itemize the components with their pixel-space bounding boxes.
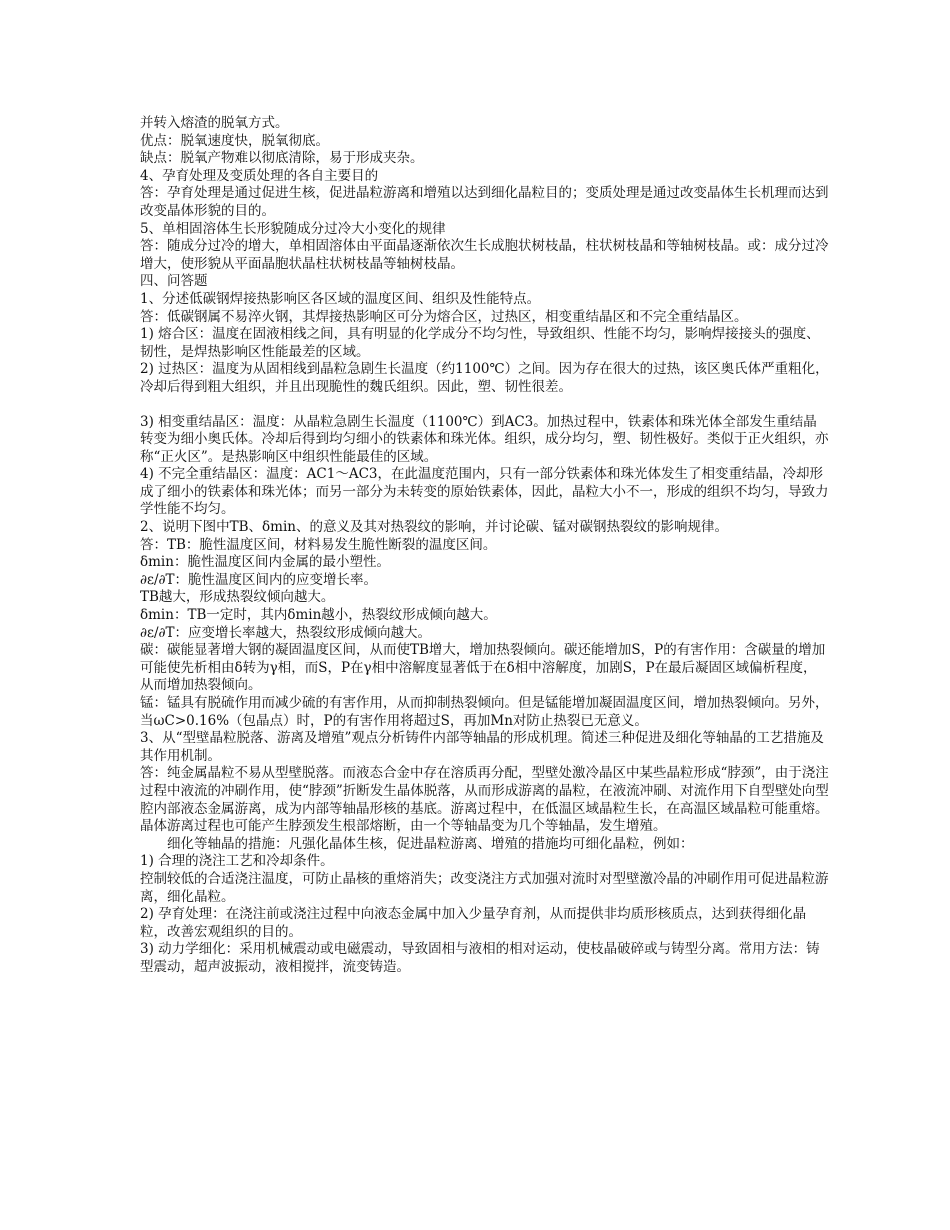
paragraph: TB越大，形成热裂纹倾向越大。 (140, 589, 335, 606)
paragraph: δmin：TB一定时，其内δmin越小，热裂纹形成倾向越大。 (140, 607, 497, 624)
paragraph: 3) 相变重结晶区：温度：从晶粒急剧生长温度（1100℃）到AC3。加热过程中，铁素体和珠光体全部发生重结晶转变为细小奥氏体。冷却后得到均匀细小的铁素体和珠光体。组织，成分均匀，塑、韧性极好。类似于正火组织，亦称“正火区”。是热影响区中组织性能最佳的区域。 (140, 413, 829, 465)
paragraph: 答：低碳钢属不易淬火钢，其焊接热影响区可分为熔合区，过热区，相变重结晶区和不完全重结晶区。 (140, 308, 748, 325)
blank-line (140, 397, 830, 414)
question-heading: 1、分述低碳钢焊接热影响区各区域的温度区间、组织及性能特点。 (140, 290, 541, 307)
paragraph: 2) 过热区：温度为从固相线到晶粒急剧生长温度（约1100℃）之间。因为存在很大的过热，该区奥氏体严重粗化，冷却后得到粗大组织，并且出现脆性的魏氏组织。因此，塑、韧性很差。 (140, 361, 829, 395)
paragraph: 1) 熔合区：温度在固液相线之间，具有明显的化学成分不均匀性，导致组织、性能不均匀，影响焊接接头的强度、韧性，是焊热影响区性能最差的区域。 (140, 326, 820, 360)
section-heading: 5、单相固溶体生长形貌随成分过冷大小变化的规律 (140, 220, 446, 237)
paragraph: δmin：脆性温度区间内金属的最小塑性。 (140, 554, 390, 571)
paragraph: 4) 不完全重结晶区：温度：AC1～AC3，在此温度范围内，只有一部分铁素体和珠光体发生了相变重结晶，冷却形成了细小的铁素体和珠光体；而另一部分为未转变的原始铁素体，因此，晶粒大小不一，形成的组织不均匀，导致力学性能不均匀。 (140, 466, 829, 518)
section-heading: 四、问答题 (140, 273, 208, 290)
paragraph: 控制较低的合适浇注温度，可防止晶核的重熔消失；改变浇注方式加强对流时对型壁激冷晶的冲刷作用可促进晶粒游离，细化晶粒。 (140, 870, 829, 905)
paragraph: 2) 孕育处理：在浇注前或浇注过程中向液态金属中加入少量孕育剂，从而提供非均质形核质点，达到获得细化晶粒，改善宏观组织的目的。 (140, 906, 807, 940)
paragraph: 并转入熔渣的脱氧方式。 (140, 115, 289, 131)
section-heading: 4、孕育处理及变质处理的各自主要目的 (140, 167, 379, 184)
question-heading: 2、说明下图中TB、δmin、的意义及其对热裂纹的影响，并讨论碳、锰对碳钢热裂纹的影响规律。 (140, 519, 728, 536)
document-page (140, 115, 830, 977)
paragraph: 优点：脱氧速度快，脱氧彻底。 (140, 132, 329, 149)
paragraph: ∂ε/∂T：脆性温度区间内的应变增长率。 (140, 571, 378, 588)
paragraph: 答：孕育处理是通过促进生核，促进晶粒游离和增殖以达到细化晶粒目的；变质处理是通过改变晶体生长机理而达到改变晶体形貌的目的。 (140, 185, 829, 219)
paragraph: 缺点：脱氧产物难以彻底清除，易于形成夹杂。 (140, 150, 424, 167)
paragraph: 答：随成分过冷的增大，单相固溶体由平面晶逐渐依次生长成胞状树枝晶，柱状树枝晶和等轴树枝晶。或：成分过冷增大，使形貌从平面晶胞状晶柱状树枝晶等轴树枝晶。 (140, 238, 829, 272)
paragraph: 答：TB：脆性温度区间，材料易发生脆性断裂的温度区间。 (140, 536, 497, 553)
question-heading: 3、从“型壁晶粒脱落、游离及增殖”观点分析铸件内部等轴晶的形成机理。简述三种促进及细化等轴晶的工艺措施及其作用机制。 (140, 730, 824, 764)
paragraph: ∂ε/∂T：应变增长率越大，热裂纹形成倾向越大。 (140, 624, 432, 641)
paragraph: 碳：碳能显著增大钢的凝固温度区间，从而使TB增大，增加热裂倾向。碳还能增加S，P的有害作用：含碳量的增加可能使先析相由δ转为γ相，而S，P在γ相中溶解度显著低于在δ相中溶解度，加剧S，P在最后凝固区域偏析程度，从而增加热裂倾向。 (140, 642, 826, 694)
paragraph: 锰：锰具有脱硫作用而减少硫的有害作用，从而抑制热裂倾向。但是锰能增加凝固温度区间，增加热裂倾向。另外，当ωC>0.16%（包晶点）时，P的有害作用将超过S，再加Mn对防止热裂已无意义。 (140, 695, 829, 729)
paragraph: 3) 动力学细化：采用机械震动或电磁震动，导致固相与液相的相对运动，使枝晶破碎或与铸型分离。常用方法：铸型震动，超声波振动，液相搅拌，流变铸造。 (140, 941, 820, 975)
paragraph: 答：纯金属晶粒不易从型壁脱落。而液态合金中存在溶质再分配，型壁处激冷晶区中某些晶粒形成“脖颈”，由于浇注过程中液流的冲刷作用，使“脖颈”折断发生晶体脱落，从而形成游离的晶粒，在液流冲刷、对流作用下自型壁处向型腔内部液态金属游离，成为内部等轴晶形核的基底。游离过程中，在低温区域晶粒生长，在高温区域晶粒可能重熔。晶体游离过程也可能产生脖颈发生根部熔断，由一个等轴晶变为几个等轴晶，发生增殖。 (140, 765, 829, 835)
paragraph: 细化等轴晶的措施：凡强化晶体生核，促进晶粒游离、增殖的措施均可细化晶粒，例如： (167, 835, 694, 852)
paragraph: 1) 合理的浇注工艺和冷却条件。 (140, 853, 334, 870)
